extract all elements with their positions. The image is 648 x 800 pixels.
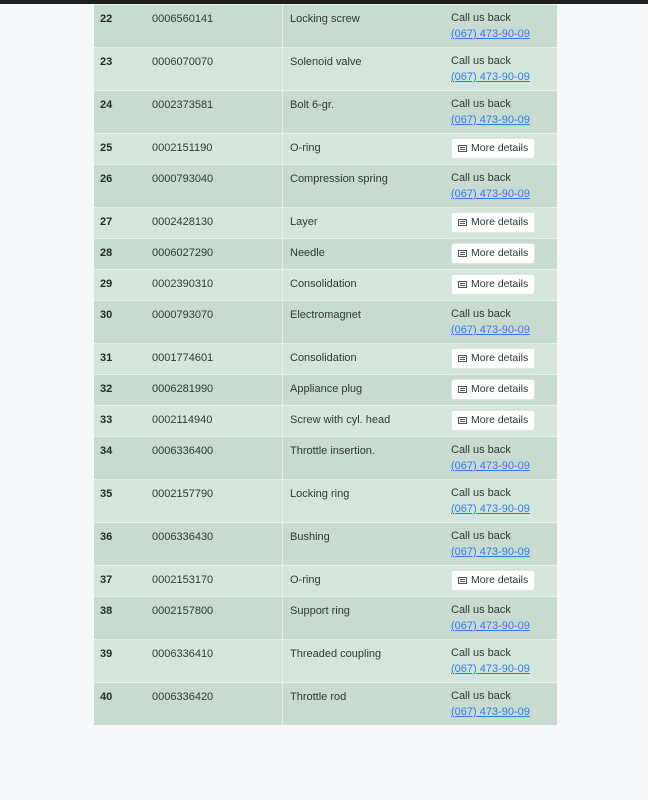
more-details-label: More details xyxy=(471,414,529,426)
table-row xyxy=(94,406,557,437)
parts-table-body xyxy=(94,5,557,726)
part-code: 0002428130 xyxy=(152,216,214,228)
more-details-button[interactable] xyxy=(451,274,535,295)
row-number: 22 xyxy=(100,13,113,25)
row-number: 38 xyxy=(100,605,113,617)
call-back-text: Call us back xyxy=(451,444,511,456)
call-back-text: Call us back xyxy=(451,55,511,67)
row-number-cell xyxy=(94,523,152,566)
more-details-label: More details xyxy=(471,216,529,228)
part-code-cell xyxy=(152,523,283,566)
part-code-cell xyxy=(152,406,283,437)
part-name-cell xyxy=(283,208,445,239)
list-card-icon xyxy=(458,355,467,362)
more-details-button[interactable] xyxy=(451,570,535,591)
part-code: 0001774601 xyxy=(152,352,214,364)
part-name: Locking screw xyxy=(290,13,360,25)
table-row xyxy=(94,270,557,301)
part-code: 0006281990 xyxy=(152,383,214,395)
part-name-cell xyxy=(283,375,445,406)
row-number: 25 xyxy=(100,142,113,154)
part-name-cell xyxy=(283,134,445,165)
action-cell xyxy=(444,91,557,134)
phone-link[interactable]: (067) 473-90-09 xyxy=(451,114,530,126)
table-row xyxy=(94,301,557,344)
action-cell xyxy=(444,5,557,48)
part-name: Layer xyxy=(290,216,318,228)
part-code-cell xyxy=(152,640,283,683)
part-code: 0000793070 xyxy=(152,309,214,321)
part-code: 0002153170 xyxy=(152,574,214,586)
table-row xyxy=(94,480,557,523)
row-number-cell xyxy=(94,640,152,683)
call-back-text: Call us back xyxy=(451,530,511,542)
part-name: Appliance plug xyxy=(290,383,363,395)
table-row xyxy=(94,208,557,239)
phone-link[interactable]: (067) 473-90-09 xyxy=(451,706,530,718)
row-number-cell xyxy=(94,597,152,640)
part-name: Compression spring xyxy=(290,173,388,185)
more-details-label: More details xyxy=(471,383,529,395)
part-name: Screw with cyl. head xyxy=(290,414,391,426)
table-row xyxy=(94,597,557,640)
more-details-button[interactable] xyxy=(451,379,535,400)
row-number: 40 xyxy=(100,691,113,703)
more-details-label: More details xyxy=(471,247,529,259)
phone-link[interactable]: (067) 473-90-09 xyxy=(451,28,530,40)
row-number-cell xyxy=(94,270,152,301)
part-name: Throttle insertion. xyxy=(290,445,375,457)
row-number: 32 xyxy=(100,383,113,395)
part-code: 0002157800 xyxy=(152,605,214,617)
part-code-cell xyxy=(152,91,283,134)
action-cell xyxy=(444,270,557,301)
part-code-cell xyxy=(152,301,283,344)
part-name-cell xyxy=(283,523,445,566)
part-name: Needle xyxy=(290,247,325,259)
action-cell xyxy=(444,134,557,165)
row-number: 34 xyxy=(100,445,113,457)
part-code: 0006336420 xyxy=(152,691,214,703)
table-row xyxy=(94,344,557,375)
action-cell xyxy=(444,239,557,270)
row-number: 37 xyxy=(100,574,113,586)
call-back-text: Call us back xyxy=(451,98,511,110)
action-cell xyxy=(444,344,557,375)
table-row xyxy=(94,91,557,134)
row-number-cell xyxy=(94,5,152,48)
part-name-cell xyxy=(283,48,445,91)
action-cell xyxy=(444,208,557,239)
action-cell xyxy=(444,406,557,437)
row-number: 36 xyxy=(100,531,113,543)
part-name: Consolidation xyxy=(290,278,357,290)
action-cell xyxy=(444,566,557,597)
part-code: 0006027290 xyxy=(152,247,214,259)
table-row xyxy=(94,48,557,91)
part-name-cell xyxy=(283,640,445,683)
call-back-text: Call us back xyxy=(451,487,511,499)
row-number: 30 xyxy=(100,309,113,321)
phone-link[interactable]: (067) 473-90-09 xyxy=(451,324,530,336)
part-name: O-ring xyxy=(290,574,321,586)
part-name-cell xyxy=(283,270,445,301)
part-name-cell xyxy=(283,5,445,48)
part-name: Bushing xyxy=(290,531,330,543)
table-row xyxy=(94,437,557,480)
part-code: 0002390310 xyxy=(152,278,214,290)
row-number-cell xyxy=(94,208,152,239)
call-back-text: Call us back xyxy=(451,647,511,659)
row-number-cell xyxy=(94,683,152,726)
part-code-cell xyxy=(152,375,283,406)
list-card-icon xyxy=(458,386,467,393)
more-details-button[interactable] xyxy=(451,348,535,369)
part-code-cell xyxy=(152,165,283,208)
row-number-cell xyxy=(94,566,152,597)
more-details-label: More details xyxy=(471,278,529,290)
list-card-icon xyxy=(458,250,467,257)
action-cell xyxy=(444,597,557,640)
part-name: Solenoid valve xyxy=(290,56,362,68)
phone-link[interactable]: (067) 473-90-09 xyxy=(451,546,530,558)
row-number: 23 xyxy=(100,56,113,68)
part-name-cell xyxy=(283,437,445,480)
part-code-cell xyxy=(152,344,283,375)
action-cell xyxy=(444,480,557,523)
part-name: O-ring xyxy=(290,142,321,154)
part-code-cell xyxy=(152,239,283,270)
part-name-cell xyxy=(283,566,445,597)
part-code-cell xyxy=(152,437,283,480)
row-number: 28 xyxy=(100,247,113,259)
part-name-cell xyxy=(283,165,445,208)
part-code-cell xyxy=(152,48,283,91)
part-code: 0002114940 xyxy=(152,414,213,426)
row-number: 39 xyxy=(100,648,113,660)
part-name-cell xyxy=(283,683,445,726)
part-name: Threaded coupling xyxy=(290,648,382,660)
part-code: 0006336430 xyxy=(152,531,214,543)
part-name: Support ring xyxy=(290,605,350,617)
list-card-icon xyxy=(458,417,467,424)
table-row xyxy=(94,566,557,597)
action-cell xyxy=(444,48,557,91)
action-cell xyxy=(444,640,557,683)
row-number-cell xyxy=(94,437,152,480)
part-code: 0006336410 xyxy=(152,648,214,660)
row-number: 26 xyxy=(100,173,113,185)
row-number: 24 xyxy=(100,99,113,111)
table-row xyxy=(94,165,557,208)
part-code: 0006560141 xyxy=(152,13,214,25)
row-number-cell xyxy=(94,239,152,270)
part-name-cell xyxy=(283,239,445,270)
part-name-cell xyxy=(283,344,445,375)
part-code: 0002157790 xyxy=(152,488,214,500)
part-code: 0002151190 xyxy=(152,142,213,154)
phone-link[interactable]: (067) 473-90-09 xyxy=(451,460,530,472)
part-name-cell xyxy=(283,597,445,640)
more-details-label: More details xyxy=(471,142,529,154)
phone-link[interactable]: (067) 473-90-09 xyxy=(451,663,530,675)
row-number: 31 xyxy=(100,352,113,364)
row-number-cell xyxy=(94,344,152,375)
action-cell xyxy=(444,683,557,726)
list-card-icon xyxy=(458,219,467,226)
part-code-cell xyxy=(152,597,283,640)
part-code: 0000793040 xyxy=(152,173,214,185)
row-number-cell xyxy=(94,406,152,437)
action-cell xyxy=(444,523,557,566)
table-row xyxy=(94,683,557,726)
table-row xyxy=(94,640,557,683)
more-details-button[interactable] xyxy=(451,410,535,431)
phone-link[interactable]: (067) 473-90-09 xyxy=(451,188,530,200)
part-name: Bolt 6-gr. xyxy=(290,99,335,111)
parts-table xyxy=(94,4,557,725)
part-code-cell xyxy=(152,5,283,48)
row-number: 35 xyxy=(100,488,113,500)
call-back-text: Call us back xyxy=(451,604,511,616)
part-name: Throttle rod xyxy=(290,691,347,703)
row-number-cell xyxy=(94,134,152,165)
action-cell xyxy=(444,165,557,208)
part-code: 0006070070 xyxy=(152,56,214,68)
row-number-cell xyxy=(94,165,152,208)
table-row xyxy=(94,375,557,406)
part-code: 0002373581 xyxy=(152,99,214,111)
action-cell xyxy=(444,375,557,406)
part-code-cell xyxy=(152,134,283,165)
table-row xyxy=(94,523,557,566)
part-name-cell xyxy=(283,91,445,134)
part-code: 0006336400 xyxy=(152,445,214,457)
part-name-cell xyxy=(283,406,445,437)
table-row xyxy=(94,134,557,165)
more-details-label: More details xyxy=(471,574,529,586)
row-number-cell xyxy=(94,48,152,91)
row-number: 29 xyxy=(100,278,113,290)
part-name: Electromagnet xyxy=(290,309,361,321)
list-card-icon xyxy=(458,145,467,152)
row-number-cell xyxy=(94,375,152,406)
part-code-cell xyxy=(152,480,283,523)
list-card-icon xyxy=(458,577,467,584)
row-number-cell xyxy=(94,91,152,134)
phone-link[interactable]: (067) 473-90-09 xyxy=(451,503,530,515)
part-name-cell xyxy=(283,480,445,523)
part-code-cell xyxy=(152,270,283,301)
more-details-button[interactable] xyxy=(451,212,535,233)
part-name: Consolidation xyxy=(290,352,357,364)
phone-link[interactable]: (067) 473-90-09 xyxy=(451,620,530,632)
more-details-button[interactable] xyxy=(451,138,535,159)
table-row xyxy=(94,5,557,48)
call-back-text: Call us back xyxy=(451,690,511,702)
list-card-icon xyxy=(458,281,467,288)
part-name: Locking ring xyxy=(290,488,350,500)
action-cell xyxy=(444,301,557,344)
call-back-text: Call us back xyxy=(451,308,511,320)
call-back-text: Call us back xyxy=(451,172,511,184)
part-code-cell xyxy=(152,683,283,726)
parts-table-container xyxy=(94,4,557,725)
part-code-cell xyxy=(152,566,283,597)
row-number-cell xyxy=(94,480,152,523)
phone-link[interactable]: (067) 473-90-09 xyxy=(451,71,530,83)
row-number: 33 xyxy=(100,414,113,426)
row-number: 27 xyxy=(100,216,113,228)
part-name-cell xyxy=(283,301,445,344)
part-code-cell xyxy=(152,208,283,239)
row-number-cell xyxy=(94,301,152,344)
action-cell xyxy=(444,437,557,480)
more-details-label: More details xyxy=(471,352,529,364)
more-details-button[interactable] xyxy=(451,243,535,264)
call-back-text: Call us back xyxy=(451,12,511,24)
table-row xyxy=(94,239,557,270)
